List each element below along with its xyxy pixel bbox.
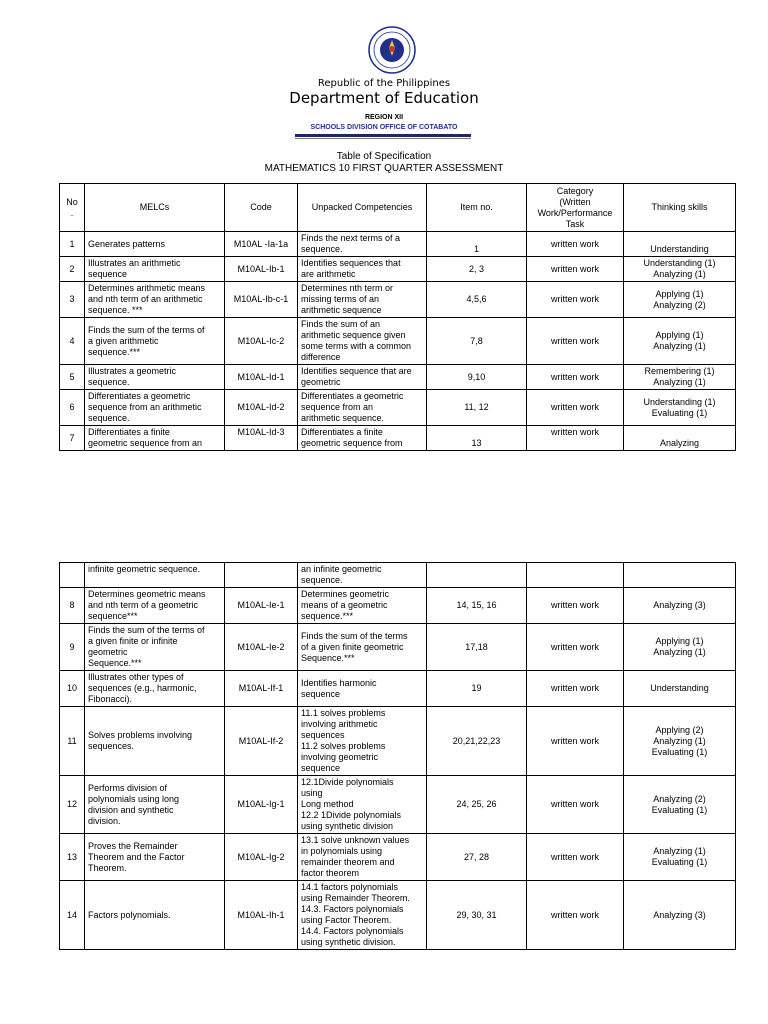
thinking-skills-cell: Analyzing (3): [624, 588, 736, 624]
table-row: [60, 776, 736, 834]
thinking-skills-cell: Analyzing (3): [624, 881, 736, 950]
competency-cell: Determines geometric means of a geometric sequence.***: [298, 588, 427, 624]
code-cell: M10AL -Ia-1a: [225, 232, 298, 257]
item-no-cell: [427, 563, 527, 588]
competency-cell: 12.1Divide polynomials using Long method 12.2 1Divide polynomials using synthetic division: [298, 776, 427, 834]
thinking-skills-cell: Analyzing (2) Evaluating (1): [624, 776, 736, 834]
row-number: 4: [60, 318, 85, 365]
competency-cell: Identifies harmonic sequence: [298, 671, 427, 707]
item-no-cell: 13: [427, 426, 527, 451]
table-row: [60, 257, 736, 282]
code-cell: M10AL-Ie-2: [225, 624, 298, 671]
item-no-cell: 1: [427, 232, 527, 257]
melc-cell: Illustrates a geometric sequence.: [85, 365, 225, 390]
competency-cell: Differentiates a geometric sequence from an arithmetic sequence.: [298, 390, 427, 426]
melc-cell: Generates patterns: [85, 232, 225, 257]
melc-cell: Finds the sum of the terms of a given finite or infinite geometric Sequence.***: [85, 624, 225, 671]
row-number: 8: [60, 588, 85, 624]
competency-cell: 14.1 factors polynomials using Remainder Theorem. 14.3. Factors polynomials using Factor Theorem. 14.4. Factors polynomials using synthetic division.: [298, 881, 427, 950]
row-number: [60, 563, 85, 588]
melc-cell: Determines geometric means and nth term of a geometric sequence***: [85, 588, 225, 624]
thinking-skills-cell: Understanding: [624, 232, 736, 257]
table-row: [60, 232, 736, 257]
category-cell: written work: [527, 282, 624, 318]
table-row: [60, 563, 736, 588]
republic-heading: Republic of the Philippines: [317, 78, 451, 89]
competency-cell: an infinite geometric sequence.: [298, 563, 427, 588]
category-cell: written work: [527, 318, 624, 365]
row-number: 1: [60, 232, 85, 257]
thinking-skills-cell: Analyzing: [624, 426, 736, 451]
melc-cell: Solves problems involving sequences.: [85, 707, 225, 776]
table-row: [60, 707, 736, 776]
specification-table-page2: [59, 562, 736, 950]
melc-cell: Factors polynomials.: [85, 881, 225, 950]
category-cell: written work: [527, 671, 624, 707]
thinking-skills-cell: [624, 563, 736, 588]
header-thinking-skills: Thinking skills: [624, 184, 736, 232]
table-row: [60, 588, 736, 624]
header-competencies: Unpacked Competencies: [298, 184, 427, 232]
row-number: 11: [60, 707, 85, 776]
code-cell: M10AL-Id-1: [225, 365, 298, 390]
category-cell: written work: [527, 426, 624, 451]
competency-cell: Determines nth term or missing terms of an arithmetic sequence: [298, 282, 427, 318]
category-cell: written work: [527, 881, 624, 950]
item-no-cell: 14, 15, 16: [427, 588, 527, 624]
header-code: Code: [225, 184, 298, 232]
melc-cell: Differentiates a geometric sequence from an arithmetic sequence.: [85, 390, 225, 426]
competency-cell: 13.1 solve unknown values in polynomials using remainder theorem and factor theorem: [298, 834, 427, 881]
code-cell: M10AL-Ib-c-1: [225, 282, 298, 318]
item-no-cell: 17,18: [427, 624, 527, 671]
item-no-cell: 9,10: [427, 365, 527, 390]
code-cell: M10AL-If-1: [225, 671, 298, 707]
thinking-skills-cell: Remembering (1) Analyzing (1): [624, 365, 736, 390]
melc-cell: Determines arithmetic means and nth term of an arithmetic sequence. ***: [85, 282, 225, 318]
code-cell: M10AL-Ib-1: [225, 257, 298, 282]
thinking-skills-cell: Understanding (1) Analyzing (1): [624, 257, 736, 282]
item-no-cell: 2, 3: [427, 257, 527, 282]
table-row: [60, 318, 736, 365]
header-rule: [295, 134, 471, 137]
melc-cell: Proves the Remainder Theorem and the Factor Theorem.: [85, 834, 225, 881]
competency-cell: 11.1 solves problems involving arithmetic sequences 11.2 solves problems involving geometric sequence: [298, 707, 427, 776]
table-row: [60, 390, 736, 426]
melc-cell: Finds the sum of the terms of a given arithmetic sequence.***: [85, 318, 225, 365]
table-row: [60, 624, 736, 671]
thinking-skills-cell: Applying (1) Analyzing (2): [624, 282, 736, 318]
item-no-cell: 11, 12: [427, 390, 527, 426]
region-label: REGION XII: [364, 114, 404, 121]
category-cell: written work: [527, 588, 624, 624]
deped-seal-logo: [368, 26, 416, 74]
competency-cell: Finds the next terms of a sequence.: [298, 232, 427, 257]
table-row: [60, 671, 736, 707]
table-row: [60, 834, 736, 881]
table-header-row: [60, 184, 736, 232]
competency-cell: Identifies sequences that are arithmetic: [298, 257, 427, 282]
item-no-cell: 27, 28: [427, 834, 527, 881]
row-number: 3: [60, 282, 85, 318]
category-cell: written work: [527, 390, 624, 426]
thinking-skills-cell: Applying (1) Analyzing (1): [624, 318, 736, 365]
table-row: [60, 426, 736, 451]
category-cell: [527, 563, 624, 588]
row-number: 14: [60, 881, 85, 950]
thinking-skills-cell: Analyzing (1) Evaluating (1): [624, 834, 736, 881]
header-rule-thin: [295, 138, 471, 139]
code-cell: [225, 563, 298, 588]
item-no-cell: 19: [427, 671, 527, 707]
row-number: 10: [60, 671, 85, 707]
row-number: 7: [60, 426, 85, 451]
thinking-skills-cell: Understanding (1) Evaluating (1): [624, 390, 736, 426]
document-subtitle: MATHEMATICS 10 FIRST QUARTER ASSESSMENT: [264, 163, 504, 174]
row-number: 9: [60, 624, 85, 671]
code-cell: M10AL-Ic-2: [225, 318, 298, 365]
category-cell: written work: [527, 624, 624, 671]
category-cell: written work: [527, 776, 624, 834]
thinking-skills-cell: Applying (2) Analyzing (1) Evaluating (1): [624, 707, 736, 776]
competency-cell: Identifies sequence that are geometric: [298, 365, 427, 390]
competency-cell: Finds the sum of an arithmetic sequence given some terms with a common difference: [298, 318, 427, 365]
melc-cell: Performs division of polynomials using long division and synthetic division.: [85, 776, 225, 834]
division-label: SCHOOLS DIVISION OFFICE OF COTABATO: [310, 124, 458, 131]
category-cell: written work: [527, 365, 624, 390]
code-cell: M10AL-Ie-1: [225, 588, 298, 624]
row-number: 2: [60, 257, 85, 282]
item-no-cell: 7,8: [427, 318, 527, 365]
row-number: 13: [60, 834, 85, 881]
header-melcs: MELCs: [85, 184, 225, 232]
header-category: Category (Written Work/Performance Task: [527, 184, 624, 232]
header-no: No .: [60, 184, 85, 232]
thinking-skills-cell: Understanding: [624, 671, 736, 707]
table-row: [60, 282, 736, 318]
melc-cell: Illustrates other types of sequences (e.g., harmonic, Fibonacci).: [85, 671, 225, 707]
category-cell: written work: [527, 834, 624, 881]
category-cell: written work: [527, 232, 624, 257]
department-heading: Department of Education: [289, 89, 479, 107]
category-cell: written work: [527, 257, 624, 282]
code-cell: M10AL-Ig-1: [225, 776, 298, 834]
melc-cell: Differentiates a finite geometric sequence from an: [85, 426, 225, 451]
competency-cell: Differentiates a finite geometric sequence from: [298, 426, 427, 451]
table-row: [60, 881, 736, 950]
item-no-cell: 20,21,22,23: [427, 707, 527, 776]
thinking-skills-cell: Applying (1) Analyzing (1): [624, 624, 736, 671]
item-no-cell: 29, 30, 31: [427, 881, 527, 950]
specification-table-page1: [59, 183, 736, 451]
code-cell: M10AL-Id-2: [225, 390, 298, 426]
melc-cell: infinite geometric sequence.: [85, 563, 225, 588]
code-cell: M10AL-Ig-2: [225, 834, 298, 881]
item-no-cell: 24, 25, 26: [427, 776, 527, 834]
code-cell: M10AL-If-2: [225, 707, 298, 776]
category-cell: written work: [527, 707, 624, 776]
row-number: 5: [60, 365, 85, 390]
melc-cell: Illustrates an arithmetic sequence: [85, 257, 225, 282]
row-number: 12: [60, 776, 85, 834]
item-no-cell: 4,5,6: [427, 282, 527, 318]
document-title: Table of Specification: [336, 151, 432, 162]
row-number: 6: [60, 390, 85, 426]
table-row: [60, 365, 736, 390]
header-item-no: Item no.: [427, 184, 527, 232]
competency-cell: Finds the sum of the terms of a given finite geometric Sequence.***: [298, 624, 427, 671]
code-cell: M10AL-Ih-1: [225, 881, 298, 950]
code-cell: M10AL-Id-3: [225, 426, 298, 451]
